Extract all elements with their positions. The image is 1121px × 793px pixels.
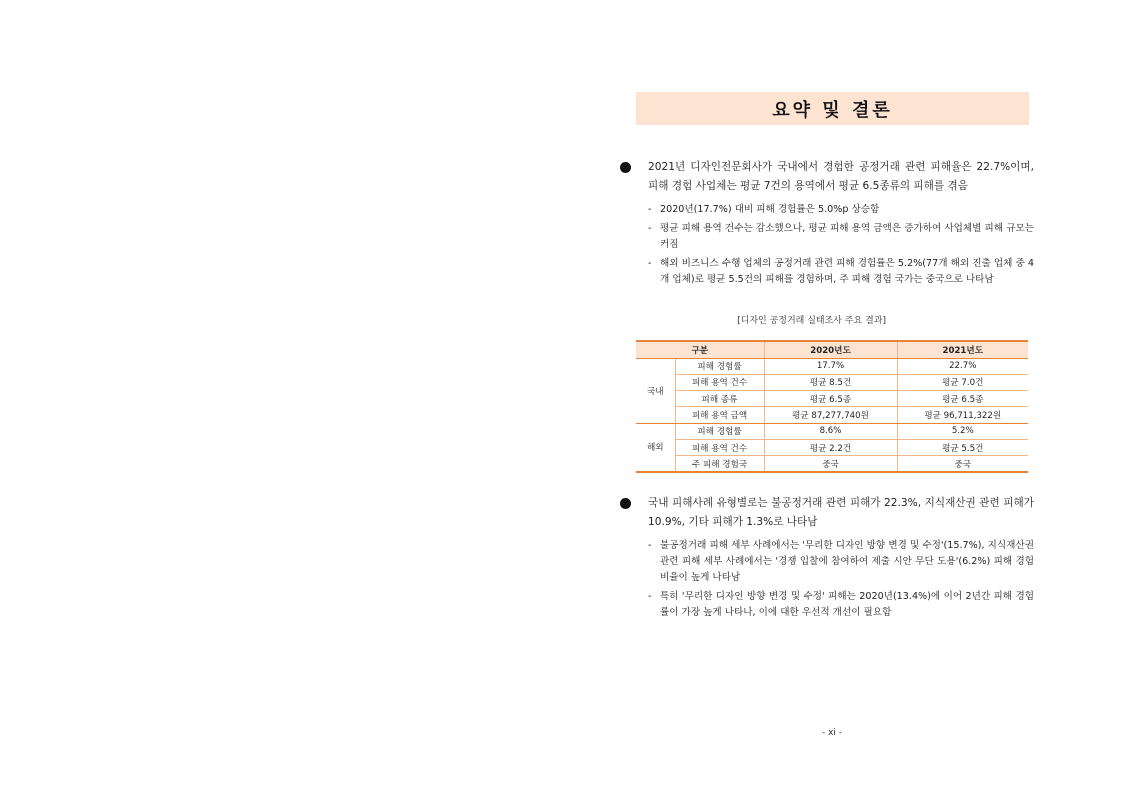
header-2020: 2020년도 xyxy=(764,341,897,358)
table-header-row xyxy=(636,341,1028,358)
table-caption: [디자인 공정거래 실태조사 주요 결과] xyxy=(737,316,886,326)
sub-item xyxy=(620,221,1034,253)
sub-item-text: 특히 '무리한 디자인 방향 변경 및 수정' 피해는 2020년(13.4%)에 이어 2년간 피해 경험률이 가장 높게 나타나, 이에 대한 우선적 개선이 필요함 xyxy=(660,591,1034,618)
cell-2021: 평균 5.5건 xyxy=(897,439,1028,455)
summary-section-2 xyxy=(620,494,1034,624)
cell-2020: 8.6% xyxy=(764,423,897,439)
sub-item-text: 해외 비즈니스 수행 업체의 공정거래 관련 피해 경험률은 5.2%(77개 해외 진출 업체 중 4개 업체)로 평균 5.5건의 피해를 경험하며, 주 피해 경험 국가는 중국으로 나타남 xyxy=(660,258,1034,285)
row-label: 피해 경험률 xyxy=(675,423,764,439)
dash-icon: - xyxy=(648,591,652,602)
row-label: 피해 용역 건수 xyxy=(675,439,764,455)
cell-2020: 평균 6.5종 xyxy=(764,391,897,407)
sub-item-text: 불공정거래 피해 세부 사례에서는 '무리한 디자인 방향 변경 및 수정'(15.7%), 지식재산권 관련 피해 세부 사례에서는 '경쟁 입찰에 참여하여 제출 시안 무단 도용'(6.2%) 피해 경험 비율이 높게 나타남 xyxy=(660,540,1034,583)
section-title-band xyxy=(636,92,1029,125)
summary-table xyxy=(636,340,1028,473)
row-label: 피해 용역 건수 xyxy=(675,374,764,390)
bullet-main-2 xyxy=(620,494,1034,532)
page-number: - xi - xyxy=(821,728,843,738)
header-category: 구분 xyxy=(636,341,764,358)
row-label: 주 피해 경험국 xyxy=(675,456,764,472)
bullet-main-text: 2021년 디자인전문회사가 국내에서 경험한 공정거래 관련 피해율은 22.7%이며, 피해 경험 사업체는 평균 7건의 용역에서 평균 6.5종류의 피해를 겪음 xyxy=(648,161,1034,192)
bullet-main-text: 국내 피해사례 유형별로는 불공정거래 관련 피해가 22.3%, 지식재산권 관련 피해가 10.9%, 기타 피해가 1.3%로 나타남 xyxy=(648,497,1034,528)
bullet-dot-icon xyxy=(620,162,631,173)
bullet-dot-icon xyxy=(620,498,631,509)
cell-2021: 5.2% xyxy=(897,423,1028,439)
sub-list-2 xyxy=(620,538,1034,621)
cell-2020: 17.7% xyxy=(764,358,897,374)
sub-item xyxy=(620,589,1034,621)
cell-2021: 평균 96,711,322원 xyxy=(897,407,1028,423)
table-row xyxy=(636,456,1028,472)
table-row xyxy=(636,423,1028,439)
cell-2021: 평균 6.5종 xyxy=(897,391,1028,407)
summary-section-1 xyxy=(620,158,1034,291)
table-row xyxy=(636,374,1028,390)
cell-2021: 22.7% xyxy=(897,358,1028,374)
cell-2020: 평균 2.2건 xyxy=(764,439,897,455)
row-label: 피해 경험률 xyxy=(675,358,764,374)
cell-2021: 중국 xyxy=(897,456,1028,472)
bullet-main-1 xyxy=(620,158,1034,196)
dash-icon: - xyxy=(648,223,652,234)
row-label: 피해 종류 xyxy=(675,391,764,407)
cell-2020: 평균 87,277,740원 xyxy=(764,407,897,423)
dash-icon: - xyxy=(648,258,652,269)
table-row xyxy=(636,358,1028,374)
dash-icon: - xyxy=(648,540,652,551)
sub-item xyxy=(620,256,1034,288)
table-row xyxy=(636,439,1028,455)
sub-item-text: 평균 피해 용역 건수는 감소했으나, 평균 피해 용역 금액은 증가하여 사업체별 피해 규모는 커짐 xyxy=(660,223,1034,250)
dash-icon: - xyxy=(648,204,652,215)
cell-2021: 평균 7.0건 xyxy=(897,374,1028,390)
table-row xyxy=(636,407,1028,423)
cell-2020: 중국 xyxy=(764,456,897,472)
group-label-domestic: 국내 xyxy=(636,358,675,423)
sub-list-1 xyxy=(620,202,1034,288)
cell-2020: 평균 8.5건 xyxy=(764,374,897,390)
sub-item xyxy=(620,538,1034,586)
group-label-overseas: 해외 xyxy=(636,423,675,472)
sub-item xyxy=(620,202,1034,218)
sub-item-text: 2020년(17.7%) 대비 피해 경험률은 5.0%p 상승함 xyxy=(660,204,880,215)
row-label: 피해 용역 금액 xyxy=(675,407,764,423)
table-row xyxy=(636,391,1028,407)
header-2021: 2021년도 xyxy=(897,341,1028,358)
page-title: 요약 및 결론 xyxy=(772,99,893,121)
